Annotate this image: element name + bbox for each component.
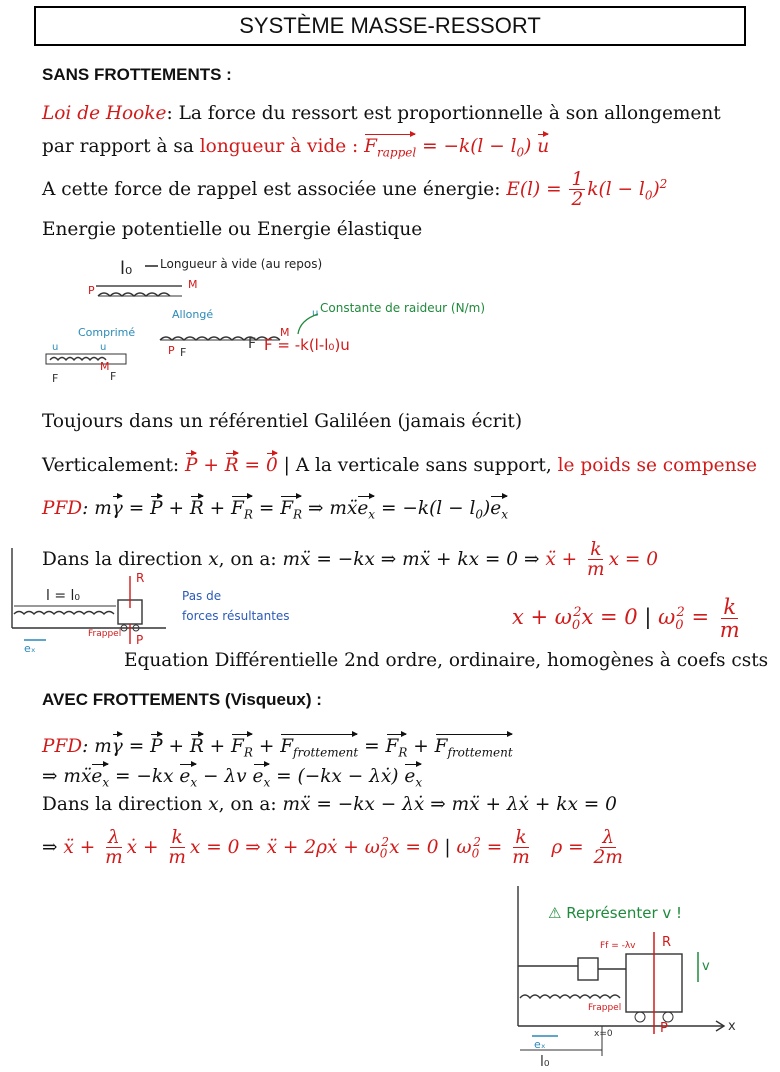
svg-text:F = -k(l-l₀)u: F = -k(l-l₀)u: [264, 336, 350, 354]
svg-text:P: P: [168, 344, 175, 357]
section-avec-frottements: AVEC FROTTEMENTS (Visqueux) :: [42, 690, 322, 709]
hooke-label: Loi de Hooke: [42, 103, 167, 124]
svg-text:F: F: [248, 336, 257, 352]
svg-text:Ff = -λv: Ff = -λv: [600, 941, 636, 951]
svg-text:u: u: [312, 308, 319, 319]
energie-potentielle-line: Energie potentielle ou Energie élastique: [42, 219, 423, 240]
svg-text:Comprimé: Comprimé: [78, 326, 136, 339]
svg-text:eₓ: eₓ: [24, 642, 36, 655]
pfd-line-2: PFD: $m\gamma = P + R + F_R + F_{frottement} = F_R + F_{frottement}$: [42, 736, 513, 760]
svg-text:P: P: [88, 284, 95, 297]
svg-text:R: R: [662, 935, 672, 950]
svg-text:M: M: [280, 326, 290, 339]
omega-equation: $x + \omega_0^2x = 0$ | $\omega_0^2$ = $\frac{k}{m}$: [512, 595, 740, 643]
svg-text:x=0: x=0: [594, 1029, 613, 1039]
svg-text:M: M: [100, 360, 110, 373]
damped-equation-line: ⇒ ẍ + $\frac{\lambda}{m}$ ẋ + $\frac{k}{m}$ x = 0 ⇒ ẍ + 2ρẋ + $\omega_0^2x = 0$ | $\omega_0^2$ = $\frac{k}{m}$ ρ = $\frac{\lambda}{2m}$: [42, 827, 623, 869]
implication-line: ⇒ mẍe$_x$ = −kx $e_x - \lambda v$ $e_x = (-kx$ − λẋ) $e_x$: [42, 766, 423, 790]
svg-text:l₀: l₀: [120, 258, 133, 279]
energie-line: A cette force de rappel est associée une énergie: E(l) = $\frac{1}{2}$ $k(l - l_0)^2$: [42, 169, 668, 211]
svg-text:forces résultantes: forces résultantes: [182, 609, 290, 623]
svg-text:F: F: [180, 346, 187, 359]
svg-text:Allongé: Allongé: [172, 308, 214, 321]
svg-text:Pas de: Pas de: [182, 589, 222, 603]
svg-text:F: F: [52, 372, 59, 385]
spring-sketch-2: [6, 548, 290, 658]
svg-text:⚠ Représenter v !: ⚠ Représenter v !: [548, 904, 683, 922]
svg-text:Frappel: Frappel: [588, 1003, 622, 1013]
hooke-line: Loi de Hooke: La force du ressort est proportionnelle à son allongement: [42, 103, 721, 124]
svg-text:P: P: [660, 1021, 668, 1036]
direction-line-1: Dans la direction x, on a: mẍ = −kx ⇒ mẍ + kx = 0 ⇒ ẍ + $\frac{k}{m}$ x = 0: [42, 539, 659, 581]
svg-text:u: u: [52, 342, 59, 353]
svg-text:l₀: l₀: [540, 1054, 550, 1070]
svg-text:l = l₀: l = l₀: [46, 588, 81, 604]
svg-text:Longueur à vide (au repos): Longueur à vide (au repos): [160, 257, 323, 271]
spring-sketch-1: [40, 244, 486, 394]
longueur-vide-line: par rapport à sa longueur à vide : $F_{rappel} = -k(l - l_0)$ u: [42, 136, 550, 160]
equation-diff-line: Equation Différentielle 2nd ordre, ordinaire, homogènes à coefs csts: [124, 650, 769, 671]
svg-text:P: P: [136, 633, 144, 647]
svg-text:v: v: [702, 959, 710, 974]
svg-text:F: F: [110, 370, 117, 383]
pfd-line-1: PFD: $m\gamma = P + R + F_R = F_R$ ⇒ mẍe$_x$ = $-k(l - l_0)e_x$: [42, 498, 508, 522]
svg-text:Frappel: Frappel: [88, 629, 122, 639]
svg-text:M: M: [188, 278, 198, 291]
referentiel-line: Toujours dans un référentiel Galiléen (jamais écrit): [42, 411, 523, 432]
svg-text:R: R: [136, 571, 145, 585]
svg-text:Constante de raideur (N/m): Constante de raideur (N/m): [320, 301, 486, 315]
svg-text:u: u: [100, 342, 107, 353]
section-sans-frottements: SANS FROTTEMENTS :: [42, 65, 232, 84]
spring-sketch-3: [512, 886, 752, 1070]
page-title: SYSTÈME MASSE-RESSORT: [34, 6, 746, 46]
verticalement-line: Verticalement: P + R = 0 | A la verticale sans support, le poids se compense: [42, 455, 757, 476]
svg-text:eₓ: eₓ: [534, 1038, 546, 1051]
direction-line-2: Dans la direction x, on a: mẍ = −kx − λẋ ⇒ mẍ + λẋ + kx = 0: [42, 794, 617, 815]
svg-text:x: x: [728, 1019, 736, 1034]
